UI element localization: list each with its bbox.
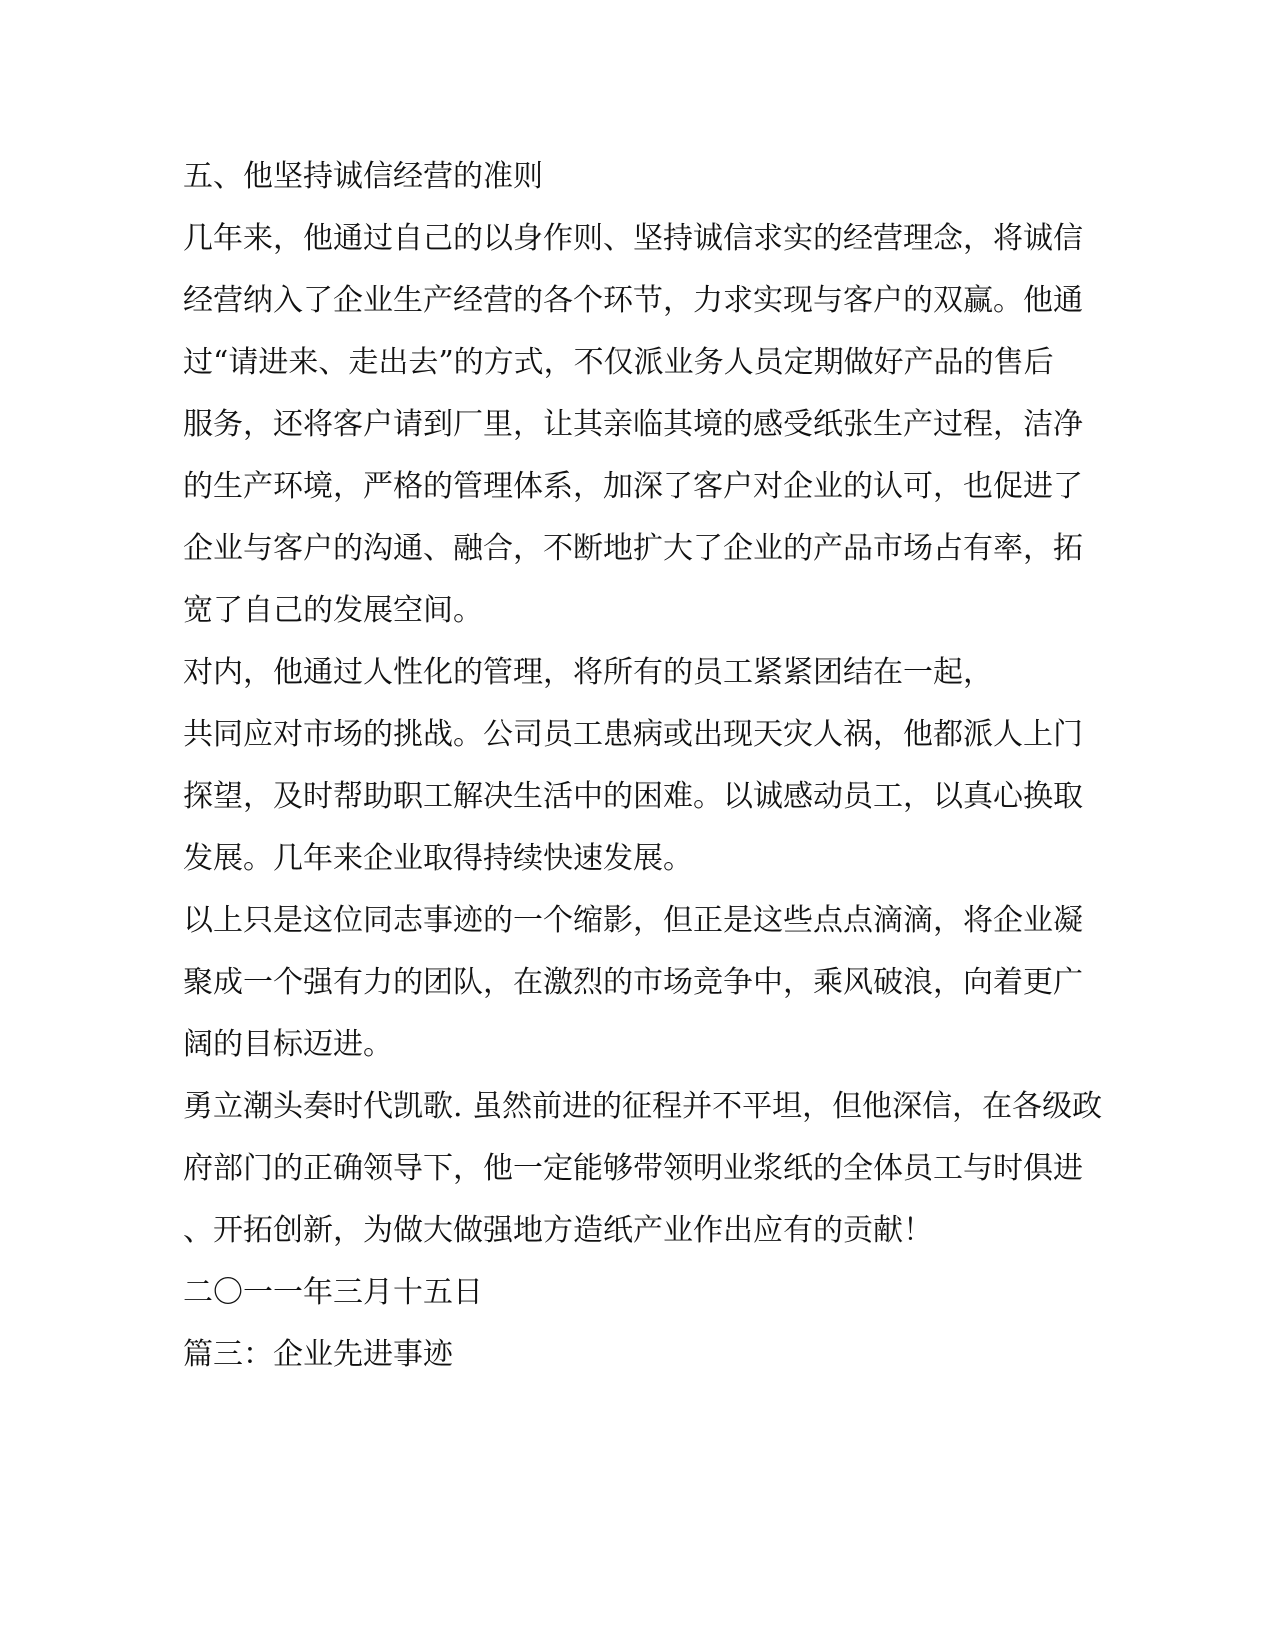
paragraph-line: 发展。几年来企业取得持续快速发展。 (183, 841, 693, 876)
paragraph-line: 几年来，他通过自己的以身作则、坚持诚信求实的经营理念，将诚信 (183, 221, 1083, 256)
paragraph-line: 府部门的正确领导下，他一定能够带领明业浆纸的全体员工与时俱进 (183, 1151, 1083, 1186)
paragraph-line: 阔的目标迈进。 (183, 1027, 393, 1062)
date-line: 二〇一一年三月十五日 (183, 1275, 483, 1310)
section-heading: 五、他坚持诚信经营的准则 (183, 159, 543, 194)
paragraph-line: 勇立潮头奏时代凯歌. 虽然前进的征程并不平坦，但他深信，在各级政 (183, 1089, 1103, 1124)
paragraph-line: 过“请进来、走出去”的方式，不仅派业务人员定期做好产品的售后 (183, 345, 1054, 380)
paragraph-line: 的生产环境，严格的管理体系，加深了客户对企业的认可，也促进了 (183, 469, 1083, 504)
paragraph-line: 共同应对市场的挑战。公司员工患病或出现天灾人祸，他都派人上门 (183, 717, 1083, 752)
paragraph-line: 宽了自己的发展空间。 (183, 593, 483, 628)
paragraph-line: 经营纳入了企业生产经营的各个环节，力求实现与客户的双赢。他通 (183, 283, 1083, 318)
paragraph-line: 对内，他通过人性化的管理，将所有的员工紧紧团结在一起， (183, 655, 993, 690)
paragraph-line: 服务，还将客户请到厂里，让其亲临其境的感受纸张生产过程，洁净 (183, 407, 1083, 442)
next-section-title: 篇三：企业先进事迹 (183, 1337, 453, 1372)
paragraph-line: 聚成一个强有力的团队，在激烈的市场竞争中，乘风破浪，向着更广 (183, 965, 1083, 1000)
paragraph-line: 企业与客户的沟通、融合，不断地扩大了企业的产品市场占有率，拓 (183, 531, 1083, 566)
paragraph-line: 以上只是这位同志事迹的一个缩影，但正是这些点点滴滴，将企业凝 (183, 903, 1083, 938)
paragraph-line: 探望，及时帮助职工解决生活中的困难。以诚感动员工，以真心换取 (183, 779, 1083, 814)
paragraph-line: 、开拓创新，为做大做强地方造纸产业作出应有的贡献！ (183, 1213, 933, 1248)
